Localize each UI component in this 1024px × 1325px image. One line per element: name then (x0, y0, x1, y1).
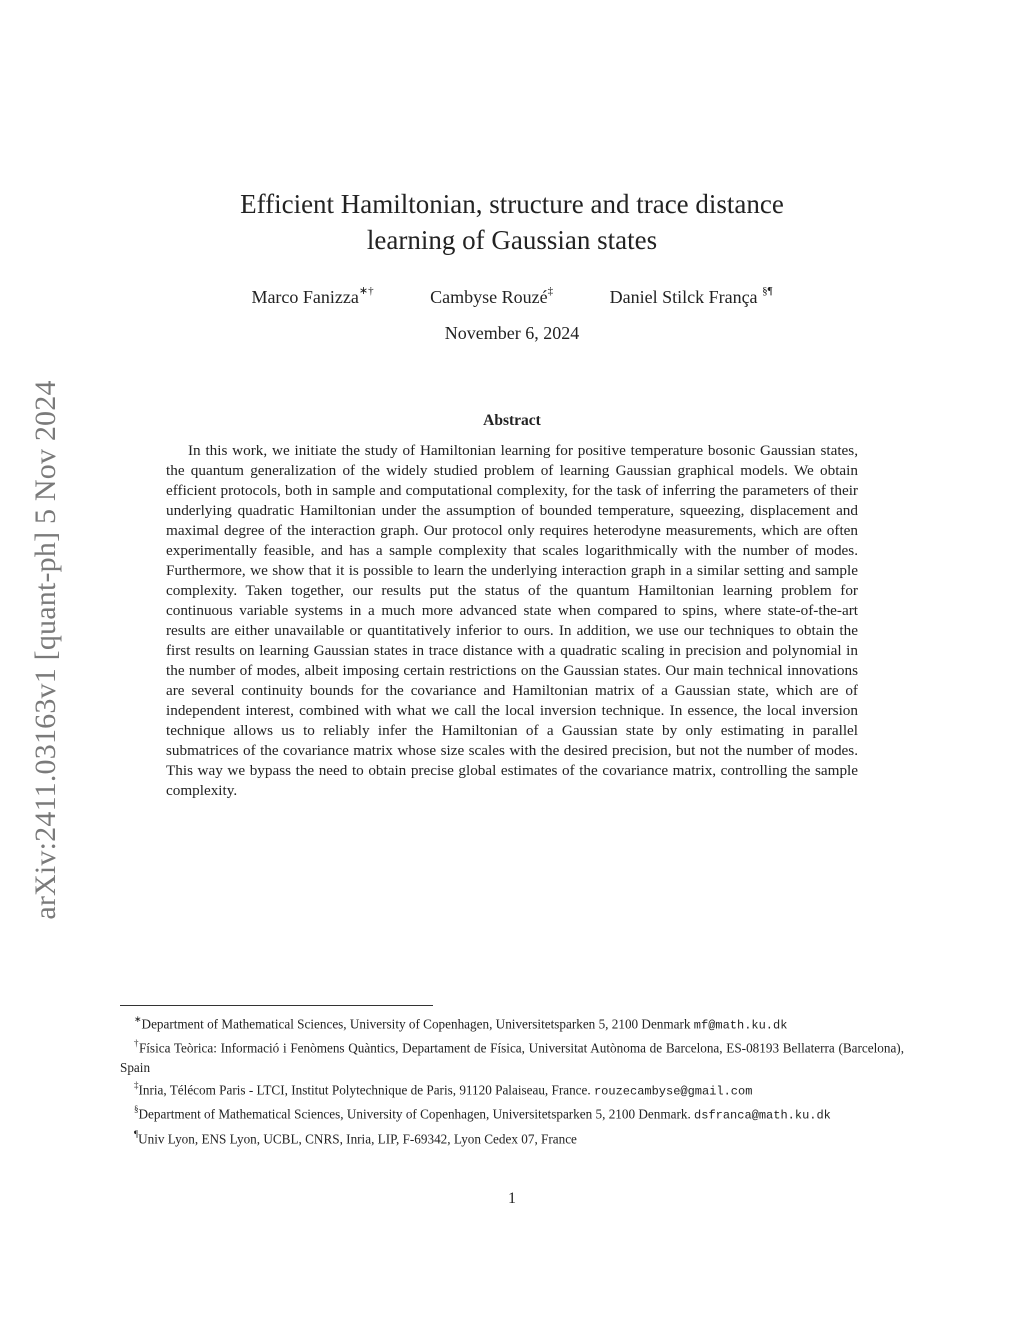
footnote-text: Física Teòrica: Informació i Fenòmens Quàntics, Departament de Física, Universitat Autònoma de Barcelona, ES-08193 Bellaterra (Barcelona), Spain (120, 1040, 904, 1075)
title-line-2: learning of Gaussian states (366, 225, 658, 255)
footnote-mark: ¶ (134, 1128, 139, 1139)
author (251, 281, 373, 309)
paper-title (140, 186, 884, 258)
affiliation-marks: ‡ (547, 285, 554, 297)
footnote-separator (120, 1005, 433, 1006)
arxiv-identifier-stamp: arXiv:2411.03163v1 [quant-ph] 5 Nov 2024 (29, 380, 62, 920)
footnote-text: Univ Lyon, ENS Lyon, UCBL, CNRS, Inria, LIP, F-69342, Lyon Cedex 07, France (138, 1130, 577, 1146)
abstract-body: In this work, we initiate the study of Hamiltonian learning for positive temperature bosonic Gaussian states, the quantum generalization of the widely studied problem of learning Gaussian graphical models. We obtain efficient protocols, both in sample and computational complexity, for the task of inferring the parameters of their underlying quadratic Hamiltonian under the assumption of bounded temperature, squeezing, displacement and maximal degree of the interaction graph. Our protocol only requires heterodyne measurements, which are often experimentally feasible, and has a sample complexity that scales logarithmically with the number of modes. Furthermore, we show that it is possible to learn the underlying interaction graph in a similar setting and sample complexity. Taken together, our results put the status of the quantum Hamiltonian learning problem for continuous variable systems in a much more advanced state when compared to spins, where state-of-the-art results are either unavailable or quantitatively inferior to ours. In addition, we use our techniques to obtain the first results on learning Gaussian states in trace distance with a quadratic scaling in precision and polynomial in the number of modes, albeit imposing certain restrictions on the Gaussian states. Our main technical innovations are several continuity bounds for the covariance and Hamiltonian matrix of a Gaussian state, which are of independent interest, combined with what we call the local inversion technique. In essence, the local inversion technique allows us to reliably infer the Hamiltonian of a Gaussian state by only estimating in parallel submatrices of the covariance matrix whose size scales with the desired precision, but not the number of modes. This way we bypass the need to obtain precise global estimates of the covariance matrix, controlling the sample complexity. (166, 442, 858, 799)
footnote-email[interactable]: mf@math.ku.dk (693, 1018, 788, 1033)
author-list (0, 281, 1024, 309)
footnote-mark: ∗ (134, 1014, 142, 1024)
footnote-mark: ‡ (134, 1079, 139, 1090)
affiliation-marks: ∗† (358, 285, 374, 297)
footnotes (120, 1011, 904, 1148)
author (610, 281, 773, 309)
author-name: Marco Fanizza (251, 287, 359, 307)
footnote-affiliation (120, 1035, 904, 1076)
footnote-affiliation (120, 1126, 904, 1148)
affiliation-marks: §¶ (762, 285, 773, 297)
footnote-email[interactable]: rouzecambyse@gmail.com (593, 1084, 753, 1099)
author-name: Daniel Stilck França (609, 287, 763, 307)
footnote-email[interactable]: dsfranca@math.ku.dk (694, 1108, 831, 1123)
footnote-affiliation (120, 1077, 904, 1101)
page-number: 1 (508, 1190, 516, 1207)
author-name: Cambyse Rouzé (430, 287, 548, 307)
publication-date: November 6, 2024 (444, 323, 580, 343)
footnote-mark: † (134, 1038, 139, 1049)
footnote-affiliation (120, 1011, 904, 1035)
author (430, 281, 553, 309)
footnote-text: Department of Mathematical Sciences, University of Copenhagen, Universitetsparken 5, 2100 Denmark. (138, 1106, 695, 1122)
footnote-text: Department of Mathematical Sciences, University of Copenhagen, Universitetsparken 5, 2100 Denmark (141, 1016, 694, 1032)
title-line-1: Efficient Hamiltonian, structure and trace distance (240, 189, 784, 219)
abstract-heading: Abstract (483, 412, 541, 429)
footnote-affiliation (120, 1101, 904, 1125)
footnote-mark: § (134, 1104, 139, 1115)
footnote-text: Inria, Télécom Paris - LTCI, Institut Polytechnique de Paris, 91120 Palaiseau, France. (138, 1082, 594, 1098)
